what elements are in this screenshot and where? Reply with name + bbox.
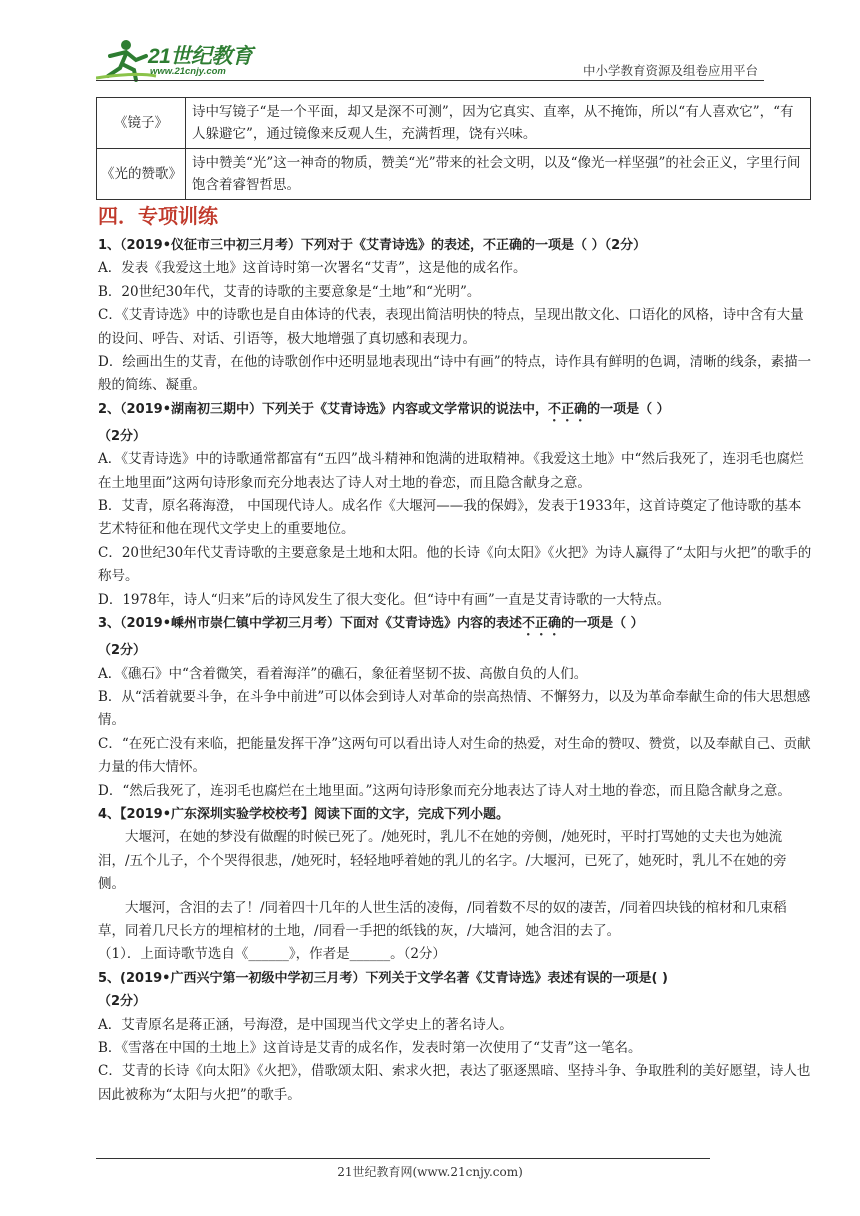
poem-title: 《镜子》 — [97, 98, 186, 149]
question-1-stem: 1、（2019•仪征市三中初三月考）下列对于《艾青诗选》的表述，不正确的一项是（ ）（2分） — [98, 238, 647, 253]
question-5-option-c: C．艾青的长诗《向太阳》《火把》，借歌颂太阳、索求火把，表达了驱逐黑暗、坚持斗争、争取胜利的美好愿望，诗人也因此被称为“太阳与火把”的歌手。 — [98, 1063, 811, 1103]
question-1-option-d: D．绘画出生的艾青，在他的诗歌创作中还明显地表现出“诗中有画”的特点，诗作具有鲜明的色调，清晰的线条，素描一般的简练、凝重。 — [98, 354, 812, 394]
question-3-option-d: D．“然后我死了，连羽毛也腐烂在土地里面。”这两句诗形象而充分地表达了诗人对土地的眷恋，而且隐含献身之意。 — [98, 782, 791, 799]
question-3-option-a: A．《礁石》中“含着微笑，看着海洋”的礁石，象征着坚韧不拔、高傲自负的人们。 — [98, 665, 588, 682]
question-1-option-b: B．20世纪30年代，艾青的诗歌的主要意象是“土地”和“光明”。 — [98, 283, 481, 300]
poem-title: 《光的赞歌》 — [97, 149, 186, 200]
question-3-score: （2分） — [98, 643, 147, 659]
section-title: 四．专项训练 — [98, 204, 218, 228]
header-divider — [96, 80, 764, 81]
question-2-stem: 2、（2019•湖南初三期中）下列关于《艾青诗选》内容或文学常识的说法中，不正确的一项是（ ） — [98, 401, 670, 417]
question-2-option-a: A．《艾青诗选》中的诗歌通常都富有“五四”战斗精神和饱满的进取精神。《我爱这土地》中“然后我死了，连羽毛也腐烂在土地里面”这两句诗形象而充分地表达了诗人对土地的眷恋，而且隐含献身之意。 — [98, 451, 804, 491]
poem-description: 诗中写镜子“是一个平面，却又是深不可测”，因为它真实、直率，从不掩饰，所以“有人喜欢它”，“有人躲避它”，通过镜像来反观人生，充满哲理，饶有兴味。 — [186, 98, 811, 149]
question-4-sub-1: （1）．上面诗歌节选自《______》，作者是______。（2分） — [98, 946, 446, 963]
question-2-option-b: B．艾青，原名蒋海澄， 中国现代诗人。成名作《大堰河——我的保姆》，发表于1933年，这首诗奠定了他诗歌的基本艺术特征和他在现代文学史上的重要地位。 — [98, 498, 802, 538]
question-5-stem: 5、(2019•广西兴宁第一初级中学初三月考）下列关于文学名著《艾青诗选》表述有误的一项是( ) — [98, 970, 668, 986]
question-2-option-d: D．1978年，诗人“归来”后的诗风发生了很大变化。但“诗中有画”一直是艾青诗歌的一大特点。 — [98, 591, 671, 608]
question-1-option-a: A．发表《我爱这土地》这首诗时第一次署名“艾青”，这是他的成名作。 — [98, 260, 527, 277]
emphasis-text: 不正确 — [548, 401, 588, 417]
footer-divider — [96, 1158, 710, 1159]
poem-excerpt-2: 大堰河，含泪的去了！/同着四十几年的人世生活的凌侮，/同着数不尽的奴的凄苦，/同着四块钱的棺材和几束稻草，同着几尺长方的埋棺材的土地，/同看一手把的纸钱的灰，/大墙河，她含泪的去了。 — [98, 899, 787, 939]
question-2-score: （2分） — [98, 428, 147, 444]
question-3-option-b: B．从“活着就要斗争，在斗争中前进”可以体会到诗人对革命的崇高热情、不懈努力，以及为革命奉献生命的伟大思想感情。 — [98, 688, 811, 729]
table-row — [97, 98, 811, 149]
table-row — [97, 149, 811, 200]
logo-text: 21世纪教育 — [148, 45, 253, 68]
question-5-score: （2分） — [98, 994, 147, 1010]
question-5-option-a: A．艾青原名是蒋正涵，号海澄，是中国现当代文学史上的著名诗人。 — [98, 1016, 513, 1033]
question-3-option-c: C．“在死亡没有来临，把能量发挥干净”这两句可以看出诗人对生命的热爱，对生命的赞叹、赞赏，以及奉献自己、贡献力量的伟大情怀。 — [98, 735, 811, 776]
question-5-option-b: B．《雪落在中国的土地上》这首诗是艾青的成名作，发表时第一次使用了“艾青”这一笔名。 — [98, 1040, 642, 1056]
header-platform-name: 中小学教育资源及组卷应用平台 — [582, 63, 758, 78]
exercise-content — [98, 234, 813, 1107]
poem-excerpt-1: 大堰河，在她的梦没有做醒的时候已死了。/她死时，乳儿不在她的旁侧，/她死时，平时打骂她的丈夫也为她流泪，/五个儿子，个个哭得很悲，/她死时，轻轻地呼着她的乳儿的名字。/大堰河，已死了，她死时，乳儿不在她的旁侧。 — [98, 829, 787, 893]
question-3-stem: 3、（2019•嵊州市崇仁镇中学初三月考）下面对《艾青诗选》内容的表述不正确的一项是（ ） — [98, 616, 644, 632]
emphasis-text: 不正确 — [522, 616, 562, 632]
footer-text: 21世纪教育网(www.21cnjy.com) — [337, 1165, 523, 1179]
poem-description: 诗中赞美“光”这一神奇的物质，赞美“光”带来的社会文明，以及“像光一样坚强”的社会正义，字里行间饱含着睿智哲思。 — [186, 149, 811, 200]
logo-url: www.21cnjy.com — [150, 66, 226, 77]
question-2-option-c: C．20世纪30年代艾青诗歌的主要意象是土地和太阳。他的长诗《向太阳》《火把》为诗人赢得了“太阳与火把”的歌手的称号。 — [98, 544, 812, 585]
poem-summary-table — [96, 97, 811, 200]
question-4-stem: 4、【2019•广东深圳实验学校校考】阅读下面的文字，完成下列小题。 — [98, 806, 510, 822]
question-1-option-c: C．《艾青诗选》中的诗歌也是自由体诗的代表，表现出简洁明快的特点，呈现出散文化、口语化的风格，诗中含有大量的设问、呼告、对话、引语等，极大地增强了真切感和表现力。 — [98, 307, 804, 347]
